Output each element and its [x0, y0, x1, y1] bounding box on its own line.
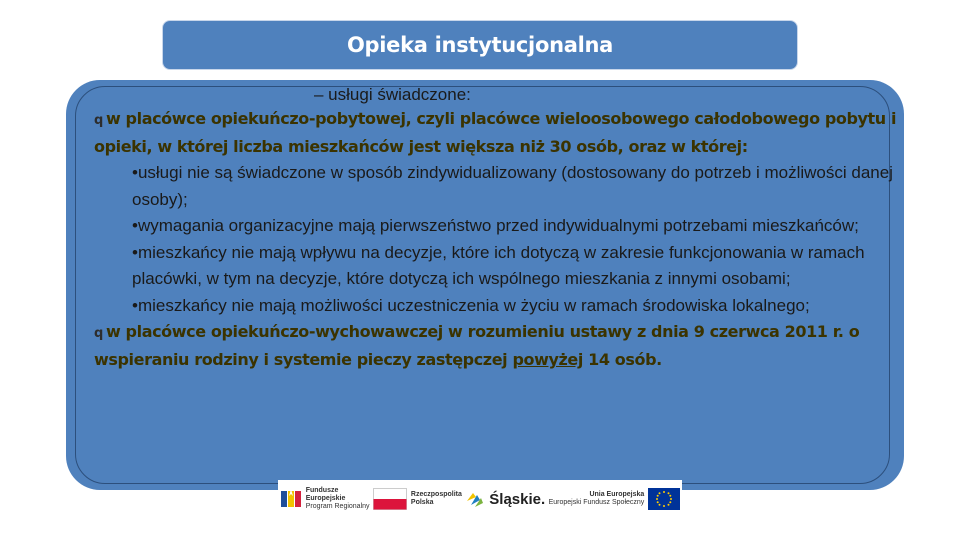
bullet-marker-icon: q	[94, 113, 103, 128]
logo-fundusze-europejskie	[280, 487, 370, 511]
paragraph-first	[94, 106, 898, 160]
logo-bar	[278, 480, 682, 518]
logo-unia-europejska	[549, 488, 681, 510]
paragraph-second-underlined: powyżej	[512, 350, 583, 369]
slaskie-label: Śląskie.	[489, 490, 546, 508]
list-item: •wymagania organizacyjne mają pierwszeństwo przed indywidualnymi potrzebami mieszkańców;	[132, 216, 859, 235]
fundusze-europejskie-icon	[280, 488, 302, 510]
fe-line2: Europejskie	[305, 495, 346, 502]
content-text	[94, 84, 898, 373]
bullet-marker-icon: q	[94, 326, 103, 341]
subtitle: – usługi świadczone:	[314, 85, 471, 104]
ue-line2: Europejski Fundusz Społeczny	[548, 499, 645, 506]
paragraph-second	[94, 319, 898, 373]
bullet-list	[132, 160, 898, 319]
polish-flag-icon	[373, 488, 407, 510]
fe-line3: Program Regionalny	[305, 503, 370, 510]
list-item: •mieszkańcy nie mają możliwości uczestniczenia w życiu w ramach środowiska lokalnego;	[132, 295, 810, 315]
ue-line1: Unia Europejska	[589, 491, 645, 498]
logo-rzeczpospolita	[373, 488, 462, 510]
paragraph-second-text: w placówce opiekuńczo-wychowawczej w rozumieniu ustawy z dnia 9 czerwca 2011 r. o wspieraniu rodziny i systemie pieczy zastępczej	[94, 322, 860, 369]
page-title: Opieka instytucjonalna	[346, 33, 614, 57]
list-item: •mieszkańcy nie mają wpływu na decyzje, które ich dotyczą w zakresie funkcjonowania w ramach placówki, w tym na decyzje, które dotyczą ich wspólnego mieszkania z innymi osobami;	[132, 242, 865, 288]
rp-line2: Polska	[410, 499, 434, 506]
paragraph-second-end: 14 osób.	[582, 350, 662, 369]
paragraph-first-text: w placówce opiekuńczo-pobytowej, czyli placówce wieloosobowego całodobowego pobytu i opieki, w której liczba mieszkańców jest większa niż 30 osób, oraz w której:	[94, 109, 897, 156]
slaskie-icon	[465, 489, 485, 509]
fe-line1: Fundusze	[305, 487, 339, 494]
logo-slaskie	[465, 489, 545, 509]
eu-flag-icon	[648, 488, 680, 510]
title-box	[162, 20, 798, 70]
rp-line1: Rzeczpospolita	[410, 491, 462, 498]
list-item: •usługi nie są świadczone w sposób zindywidualizowany (dostosowany do potrzeb i możliwości danej osoby);	[132, 163, 893, 209]
